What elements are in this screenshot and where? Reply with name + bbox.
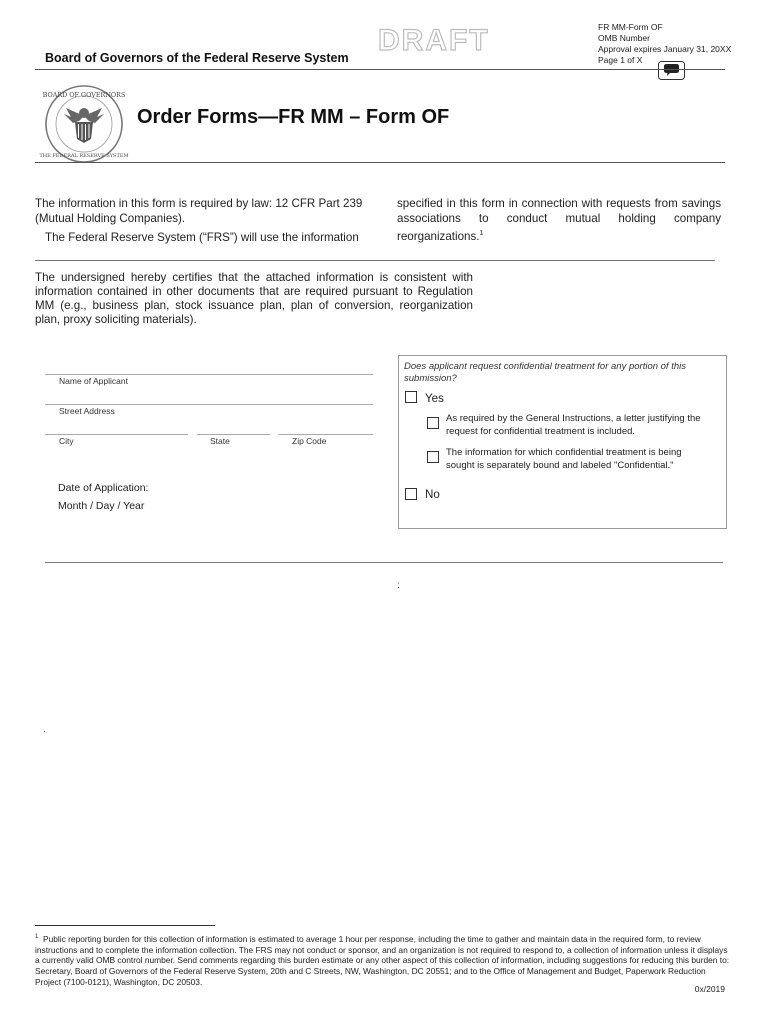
footnote-rule (35, 925, 215, 926)
intro-rule (35, 260, 715, 261)
title-rule (35, 162, 725, 163)
draft-watermark: DRAFT (378, 24, 490, 57)
footnote-ref: 1 (479, 230, 484, 237)
federal-reserve-seal (39, 84, 129, 164)
form-meta (598, 22, 731, 66)
seal-bottom-text: THE FEDERAL RESERVE SYSTEM (39, 153, 129, 159)
stray-colon: : (397, 580, 400, 591)
page-title: Order Forms—FR MM – Form OF (137, 106, 450, 128)
city-label: City (59, 436, 74, 446)
form-code: 0x/2019 (694, 984, 725, 994)
zip-code-field[interactable] (279, 434, 373, 435)
street-address-field[interactable] (45, 404, 373, 405)
seal-top-text: BOARD OF GOVERNORS (42, 91, 126, 99)
state-field[interactable] (197, 434, 270, 435)
separately-bound-label: The information for which confidential treatment is being sought is separately bound and labeled "Confidential." (446, 447, 682, 471)
date-of-application-label: Date of Application: (58, 482, 149, 494)
intro-left-2: The Federal Reserve System (“FRS”) will use the information (45, 231, 359, 244)
approval-expires: Approval expires January 31, 20XX (598, 44, 732, 54)
certification-text: The undersigned hereby certifies that the attached information is consistent with information contained in other documents that are required pursuant to Regulation MM (e.g., business plan, stock issuance plan, plan of conversion, reorganization plan, proxy soliciting materials). (35, 271, 473, 326)
yes-checkbox[interactable] (405, 391, 417, 403)
city-field[interactable] (45, 434, 188, 435)
zip-code-label: Zip Code (292, 436, 327, 446)
page-info: Page 1 of X (598, 55, 643, 65)
omb-number: OMB Number (598, 33, 650, 43)
header-rule (35, 69, 725, 70)
footnote-text: Public reporting burden for this collection of information is estimated to average 1 hour per response, including the time to gather and maintain data in the required form, to review instructions and to complete the information collection. The FRS may not conduct or sponsor, and an organization is not required to respond to, a collection of information unless it displays a currently valid OMB control number. Send comments regarding this burden estimate or any other aspect of this collection of information, including suggestions for reducing this burden to: Secretary, Board of Governors of the Federal Reserve System, 20th and C Streets, NW, Washington, DC 20551; and to the Office of Management and Budget, Paperwork Reduction Project (7100-0121), Washington, DC 20503. (35, 933, 730, 987)
agency-name: Board of Governors of the Federal Reserve System (45, 51, 349, 65)
applicant-name-field[interactable] (45, 374, 373, 375)
footnote (35, 932, 732, 988)
no-label: No (425, 488, 440, 501)
letter-included-label: As required by the General Instructions, a letter justifying the request for confidential treatment is included. (446, 413, 701, 437)
confidential-question: Does applicant request confidential treatment for any portion of this submission? (404, 361, 686, 384)
yes-label: Yes (425, 392, 444, 405)
state-label: State (210, 436, 230, 446)
intro-right (397, 196, 721, 244)
intro-right-text: specified in this form in connection with requests from savings associations to conduct mutual holding company reorganizations. (397, 197, 721, 243)
street-address-label: Street Address (59, 406, 115, 416)
applicant-name-label: Name of Applicant (59, 376, 128, 386)
speech-bubble-icon[interactable] (658, 61, 685, 80)
no-checkbox[interactable] (405, 488, 417, 500)
form-id: FR MM-Form OF (598, 22, 663, 32)
section-rule (45, 562, 723, 563)
confidential-treatment-box (398, 355, 727, 529)
date-format-hint[interactable]: Month / Day / Year (58, 500, 145, 512)
separately-bound-checkbox[interactable] (427, 451, 439, 463)
stray-dot: . (43, 724, 46, 735)
letter-included-checkbox[interactable] (427, 417, 439, 429)
intro-left-1: The information in this form is required by law: 12 CFR Part 239 (Mutual Holding Companies). (35, 197, 363, 225)
footnote-number: 1 (35, 934, 39, 940)
